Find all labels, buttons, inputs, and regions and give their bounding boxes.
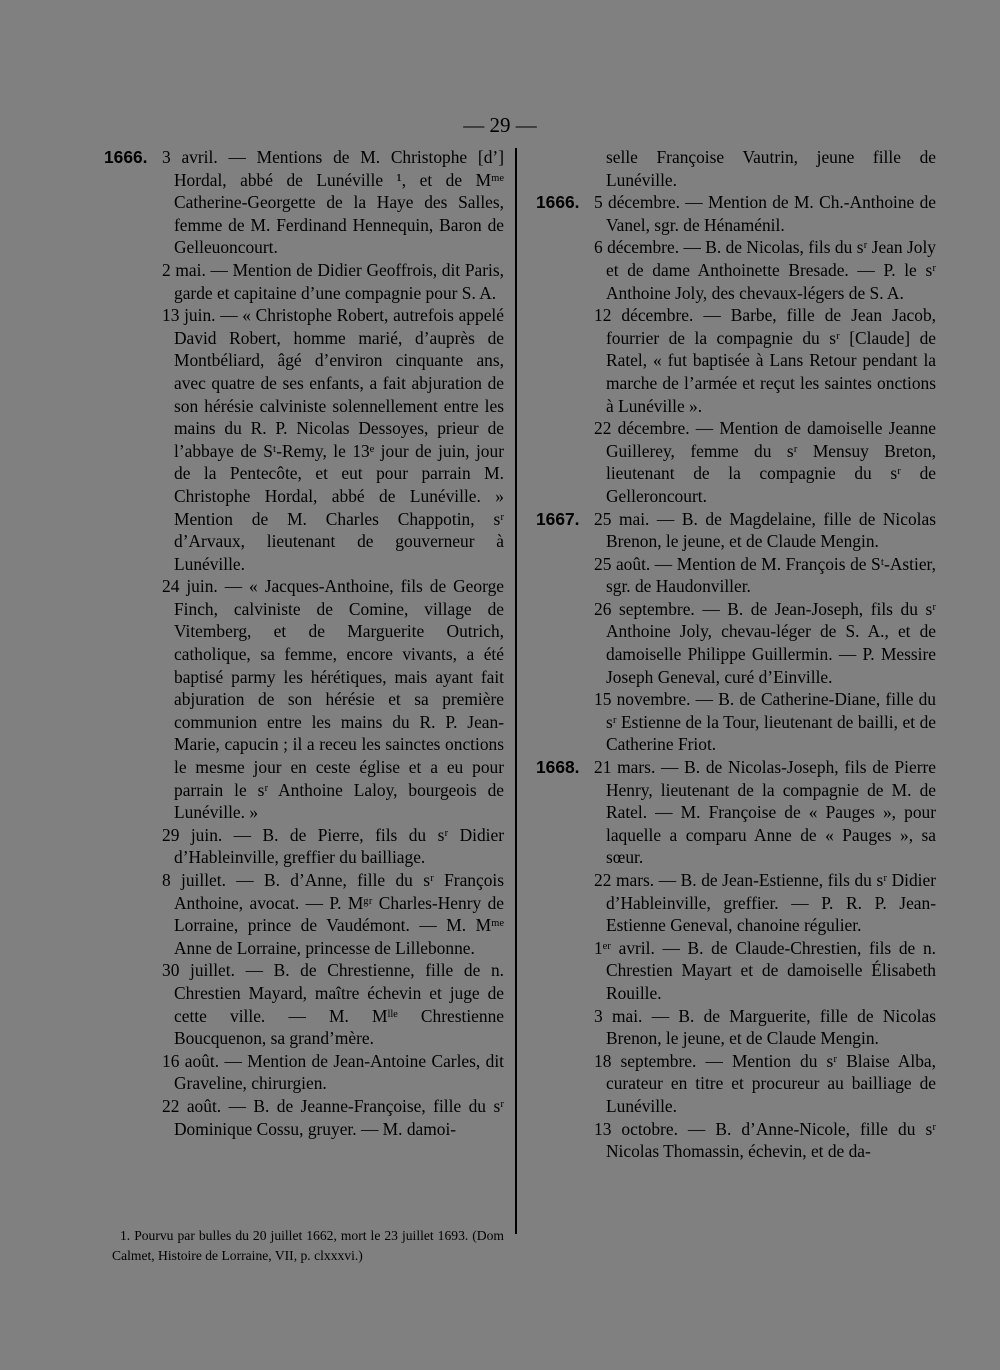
register-entry [524,417,936,507]
register-entry [524,598,936,688]
entry-text: 24 juin. — « Jacques-Anthoine, fils de George Finch, calviniste de Comine, village de Vitemberg, et de Marguerite Outrich, catholique, sa femme, encore vivants, a été baptisé parmy les hérétiques, mais ayant fait abjuration de son hérésie et sa première communion entre les mains du R. P. Jean-Marie, capucin ; il a receu les sainctes onctions le mesme jour en ceste église et a eu pour parrain le sʳ Anthoine Laloy, bourgeois de Lunéville. » [162,576,504,823]
entry-text: 25 août. — Mention de M. François de Sᵗ-Astier, sgr. de Haudonviller. [594,553,936,597]
footnote [112,1226,504,1266]
register-entry [92,259,504,304]
register-entry [524,236,936,304]
entry-text: 2 mai. — Mention de Didier Geoffrois, dit Paris, garde et capitaine d’une compagnie pour S. A. [162,259,504,303]
entry-text: 25 mai. — B. de Magdelaine, fille de Nicolas Brenon, le jeune, et de Claude Mengin. [594,508,936,552]
entry-text: 16 août. — Mention de Jean-Antoine Carles, dit Graveline, chirurgien. [162,1050,504,1094]
register-entry [92,304,504,575]
entry-text: 13 octobre. — B. d’Anne-Nicole, fille du sʳ Nicolas Thomassin, échevin, et de da- [594,1118,936,1162]
entry-text: 18 septembre. — Mention du sʳ Blaise Alba, curateur en titre et procureur au bailliage de Lunéville. [594,1050,936,1116]
entry-text: selle Françoise Vautrin, jeune fille de Lunéville. [606,147,936,190]
register-entry [524,1005,936,1050]
register-entry [92,1095,504,1140]
entry-text: 15 novembre. — B. de Catherine-Diane, fille du sʳ Estienne de la Tour, lieutenant de bailli, et de Catherine Friot. [594,689,936,755]
entry-text: 29 juin. — B. de Pierre, fils du sʳ Didier d’Hableinville, greffier du bailliage. [162,824,504,868]
register-entry: 1666. 5 décembre. — Mention de M. Ch.-Anthoine de Vanel, sgr. de Hénaménil. [536,192,936,235]
entry-text: 6 décembre. — B. de Nicolas, fils du sʳ Jean Joly et de dame Anthoinette Bresade. — P. le sʳ Anthoine Joly, des chevaux-légers de S. A. [594,237,936,303]
register-entry [92,869,504,959]
footnote-text: 1. Pourvu par bulles du 20 juillet 1662, mort le 23 juillet 1693. (Dom Calmet, Histoire de Lorraine, VII, p. clxxxvi.) [112,1228,504,1263]
register-entry [92,824,504,869]
entry-text: 22 décembre. — Mention de damoiselle Jeanne Guillerey, femme du sʳ Mensuy Breton, lieutenant de la compagnie du sʳ de Gelleroncourt. [594,418,936,506]
right-column [524,146,936,1163]
register-entry [524,1118,936,1163]
page-number: — 29 — [0,113,1000,138]
entry-text: 1ᵉʳ avril. — B. de Claude-Chrestien, fils de n. Chrestien Mayart et de damoiselle Élisabeth Rouille. [594,937,936,1003]
register-entry [524,688,936,756]
register-entry [92,575,504,824]
register-entry [524,1050,936,1118]
entry-text: 26 septembre. — B. de Jean-Joseph, fils du sʳ Anthoine Joly, chevau-léger de S. A., et de damoiselle Philippe Guillermin. — P. Messire Joseph Geneval, curé d’Einville. [594,598,936,687]
entry-text: 22 mars. — B. de Jean-Estienne, fils du sʳ Didier d’Hableinville, greffier. — P. R. P. Jean-Estienne Geneval, chanoine régulier. [594,870,936,936]
entry-text: 13 juin. — « Christophe Robert, autrefois appelé David Robert, homme marié, d’auprès de Montbéliard, âgé d’environ cinquante ans, avec quatre de ses enfants, a fait abjuration de son hérésie calviniste solennellement entre les mains du R. P. Nicolas Dessoyes, prieur de l’abbaye de Sᵗ-Remy, le 13ᵉ jour de juin, jour de la Pentecôte, et eut pour parrain M. Christophe Hordal, abbé de Lunéville. » Mention de M. Charles Chappotin, sʳ d’Arvaux, lieutenant de gouverneur à Lunéville. [162,305,504,574]
entry-text: 21 mars. — B. de Nicolas-Joseph, fils de Pierre Henry, lieutenant de la compagnie de M. de Ratel. — M. Françoise de « Pauges », pour laquelle a comparu Anne de « Pauges », sa sœur. [594,757,936,868]
entry-text: 5 décembre. — Mention de M. Ch.-Anthoine de Vanel, sgr. de Hénaménil. [594,192,936,235]
register-entry [524,146,936,191]
entry-text: 12 décembre. — Barbe, fille de Jean Jacob, fourrier de la compagnie du sʳ [Claude] de Ratel, « fut baptisée à Lans Retour pendant la marche de l’armée et reçut les saintes onctions à Lunéville ». [594,305,936,416]
register-entry [524,553,936,598]
entry-text: 3 avril. — Mentions de M. Christophe [d’] Hordal, abbé de Lunéville ¹, et de Mᵐᵉ Catherine-Georgette de la Haye des Salles, femme de M. Ferdinand Hennequin, Baron de Gelleuoncourt. [162,147,504,258]
column-rule [515,148,517,1234]
left-column [92,146,504,1140]
register-entry [92,959,504,1049]
register-entry [524,869,936,937]
entry-text: 22 août. — B. de Jeanne-Françoise, fille du sʳ Dominique Cossu, gruyer. — M. damoi- [162,1095,504,1139]
entry-text: 30 juillet. — B. de Chrestienne, fille de n. Chrestien Mayard, maître échevin et juge de cette ville. — M. Mˡˡᵉ Chrestienne Boucquenon, sa grand’mère. [162,960,504,1049]
register-entry: 1666. 3 avril. — Mentions de M. Christophe [d’] Hordal, abbé de Lunéville ¹, et de Mᵐᵉ Catherine-Georgette de la Haye des Salles, femme de M. Ferdinand Hennequin, Baron de Gelleuoncourt. [104,147,504,258]
register-entry [92,1050,504,1095]
register-entry: 1667. 25 mai. — B. de Magdelaine, fille de Nicolas Brenon, le jeune, et de Claude Mengin. [536,508,936,552]
entry-text: 3 mai. — B. de Marguerite, fille de Nicolas Brenon, le jeune, et de Claude Mengin. [594,1005,936,1049]
register-entry [524,937,936,1005]
register-entry [524,304,936,417]
entry-text: 8 juillet. — B. d’Anne, fille du sʳ François Anthoine, avocat. — P. Mᵍʳ Charles-Henry de Lorraine, prince de Vaudémont. — M. Mᵐᵉ Anne de Lorraine, princesse de Lillebonne. [162,870,504,958]
register-entry: 1668. 21 mars. — B. de Nicolas-Joseph, fils de Pierre Henry, lieutenant de la compagnie de M. de Ratel. — M. Françoise de « Pauges », pour laquelle a comparu Anne de « Pauges », sa sœur. [536,757,936,868]
